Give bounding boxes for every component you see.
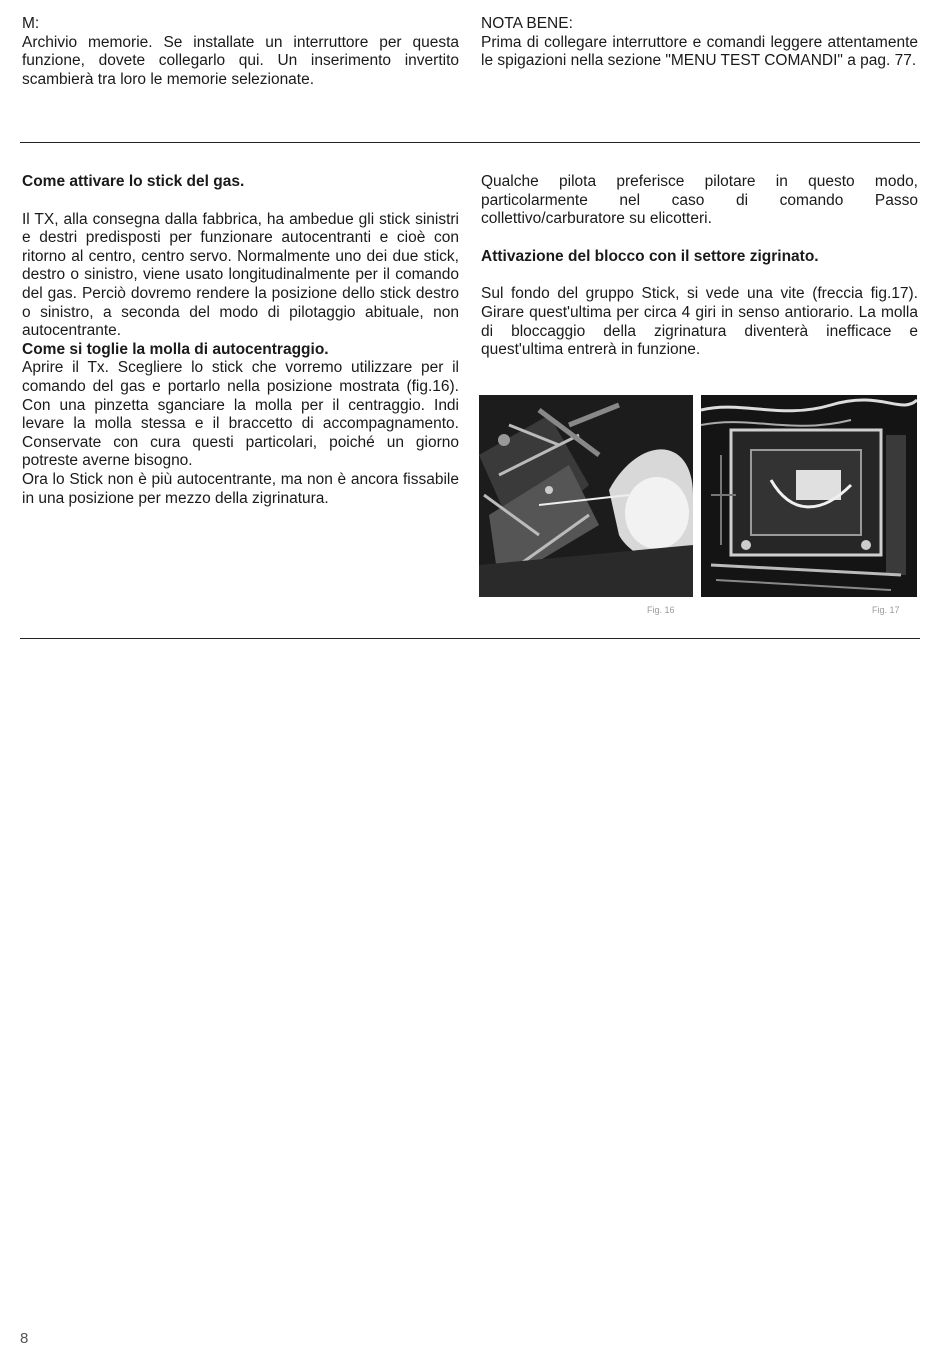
fig16-photo xyxy=(479,395,693,597)
divider-bottom xyxy=(20,638,920,639)
ratchet-text: Sul fondo del gruppo Stick, si vede una vite (freccia fig.17). Girare quest'ultima per circa 4 giri in senso antiorario. La molla di bloccaggio della zigrinatura diventerà inefficace e quest'ultima entrerà in funzione. xyxy=(481,285,918,359)
top-left-block xyxy=(22,15,459,89)
memory-switch-heading: M: xyxy=(22,15,40,32)
ratchet-heading: Attivazione del blocco con il settore zigrinato. xyxy=(481,247,819,265)
fig17-photo xyxy=(701,395,917,597)
fig17-image xyxy=(701,395,917,597)
top-right-block xyxy=(481,15,918,71)
figure-photos xyxy=(479,395,917,597)
right-column xyxy=(481,173,918,360)
nota-bene-heading: NOTA BENE: xyxy=(481,15,573,32)
fig17-caption: Fig. 17 xyxy=(872,605,900,615)
throttle-stick-text: Il TX, alla consegna dalla fabbrica, ha ambedue gli stick sinistri e destri predisposti per funzionare autocentranti e cioè con ritorno al centro, centro servo. Normalmente uno dei due stick, destro o sinistro, viene usato longitudinalmente per il comando del gas. Perciò dovremo rendere la posizione dello stick destro o sinistro, a seconda del modo di pilotaggio abituale, non autocentrante. xyxy=(22,210,459,340)
not-centering-text: Ora lo Stick non è più autocentrante, ma non è ancora fissabile in una posizione per mezzo della zigrinatura. xyxy=(22,470,459,507)
fig16-image xyxy=(479,395,693,597)
remove-spring-heading: Come si toglie la molla di autocentraggio. xyxy=(22,340,329,358)
divider-top xyxy=(20,142,920,143)
nota-bene-text: Prima di collegare interruttore e comandi leggere attentamente le spigazioni nella sezione "MENU TEST COMANDI" a pag. 77. xyxy=(481,33,918,70)
throttle-stick-heading: Come attivare lo stick del gas. xyxy=(22,173,245,190)
memory-switch-text: Archivio memorie. Se installate un interruttore per questa funzione, dovete collegarlo qui. Un inserimento invertito scambierà tra loro le memorie selezionate. xyxy=(22,33,459,88)
left-column xyxy=(22,173,459,508)
fig16-caption: Fig. 16 xyxy=(647,605,675,615)
page-number: 8 xyxy=(20,1330,29,1347)
pilot-preference-text: Qualche pilota preferisce pilotare in questo modo, particolarmente nel caso di comando Passo collettivo/carburatore su elicotteri. xyxy=(481,173,918,228)
remove-spring-text: Aprire il Tx. Scegliere lo stick che vorremo utilizzare per il comando del gas e portarlo nella posizione mostrata (fig.16). Con una pinzetta sganciare la molla per il centraggio. Indi levare la molla stessa e il braccetto di accompagnamento. Conservate con cura questi particolari, poiché un giorno potreste averne bisogno. xyxy=(22,359,459,470)
